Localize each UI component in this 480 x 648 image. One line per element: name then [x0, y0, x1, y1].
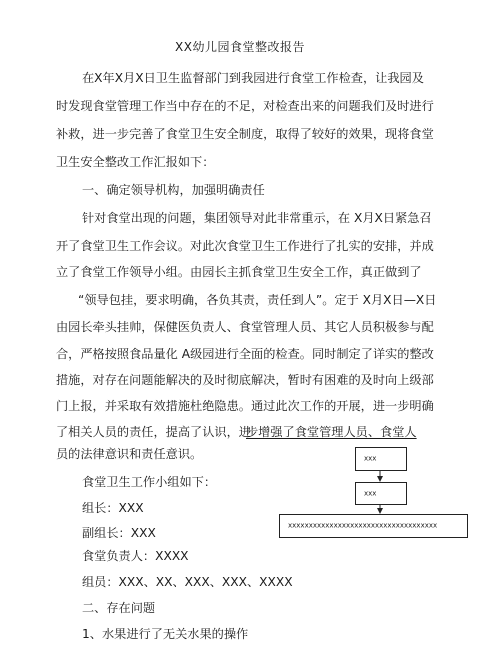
flowchart-box-2: xxx [355, 482, 407, 505]
section-heading: 一、确定领导机构，加强明确责任 [82, 183, 265, 197]
paragraph-line: 由园长牵头挂帅，保健医负责人、食堂管理人员、其它人员积极参与配 [56, 320, 434, 334]
paragraph-line: 措施，对存在问题能解决的及时彻底解决，暂时有困难的及时向上级部 [56, 373, 434, 387]
document-title: XX幼儿园食堂整改报告 [175, 40, 305, 54]
group-members: 组员：XXX、XX、XXX、XXX、XXXX [82, 575, 293, 589]
section-heading: 二、存在问题 [82, 601, 156, 615]
paragraph-line: 步增强了食堂管理人员、食堂人 [246, 425, 417, 439]
paragraph-line: 1、水果进行了无关水果的操作 [82, 627, 249, 641]
paragraph-line: 时发现食堂管理工作当中存在的不足，对检查出来的问题我们及时进行 [56, 99, 434, 113]
canteen-manager: 食堂负责人：XXXX [82, 549, 189, 563]
paragraph-line: 立了食堂工作领导小组。由园长主抓食堂卫生安全工作，真正做到了 [56, 265, 422, 279]
paragraph-line: 了相关人员的责任，提高了认识，进 [56, 425, 251, 439]
paragraph-line: 门上报，并采取有效措施杜绝隐患。通过此次工作的开展，进一步明确 [56, 399, 434, 413]
group-heading: 食堂卫生工作小组如下： [82, 475, 217, 489]
paragraph-line: 卫生安全整改工作汇报如下： [56, 155, 215, 169]
group-deputy: 副组长：XXX [82, 526, 156, 540]
paragraph-line: 补救，进一步完善了食堂卫生安全制度，取得了较好的效果，现将食堂 [56, 127, 434, 141]
flowchart-box-1: xxx [355, 447, 407, 471]
paragraph-line: 合，严格按照食品量化 A级园进行全面的检查。同时制定了详实的整改 [56, 347, 434, 361]
paragraph-line: 在X年X月X日卫生监督部门到我园进行食堂工作检查，让我园及 [82, 71, 424, 85]
paragraph-line: 员的法律意识和责任意识。 [56, 447, 203, 461]
paragraph-line: “领导包挂，要求明确，各负其责，责任到人”。定于 X月X日—X日 [78, 293, 437, 307]
flowchart-box-3: xxxxxxxxxxxxxxxxxxxxxxxxxxxxxxxxxxxx [279, 514, 468, 538]
paragraph-line: 开了食堂卫生工作会议。对此次食堂卫生工作进行了扎实的安排，并成 [56, 239, 434, 253]
paragraph-line: 针对食堂出现的问题，集团领导对此非常重示，在 X月X日紧急召 [82, 211, 432, 225]
group-leader: 组长：XXX [82, 501, 144, 515]
